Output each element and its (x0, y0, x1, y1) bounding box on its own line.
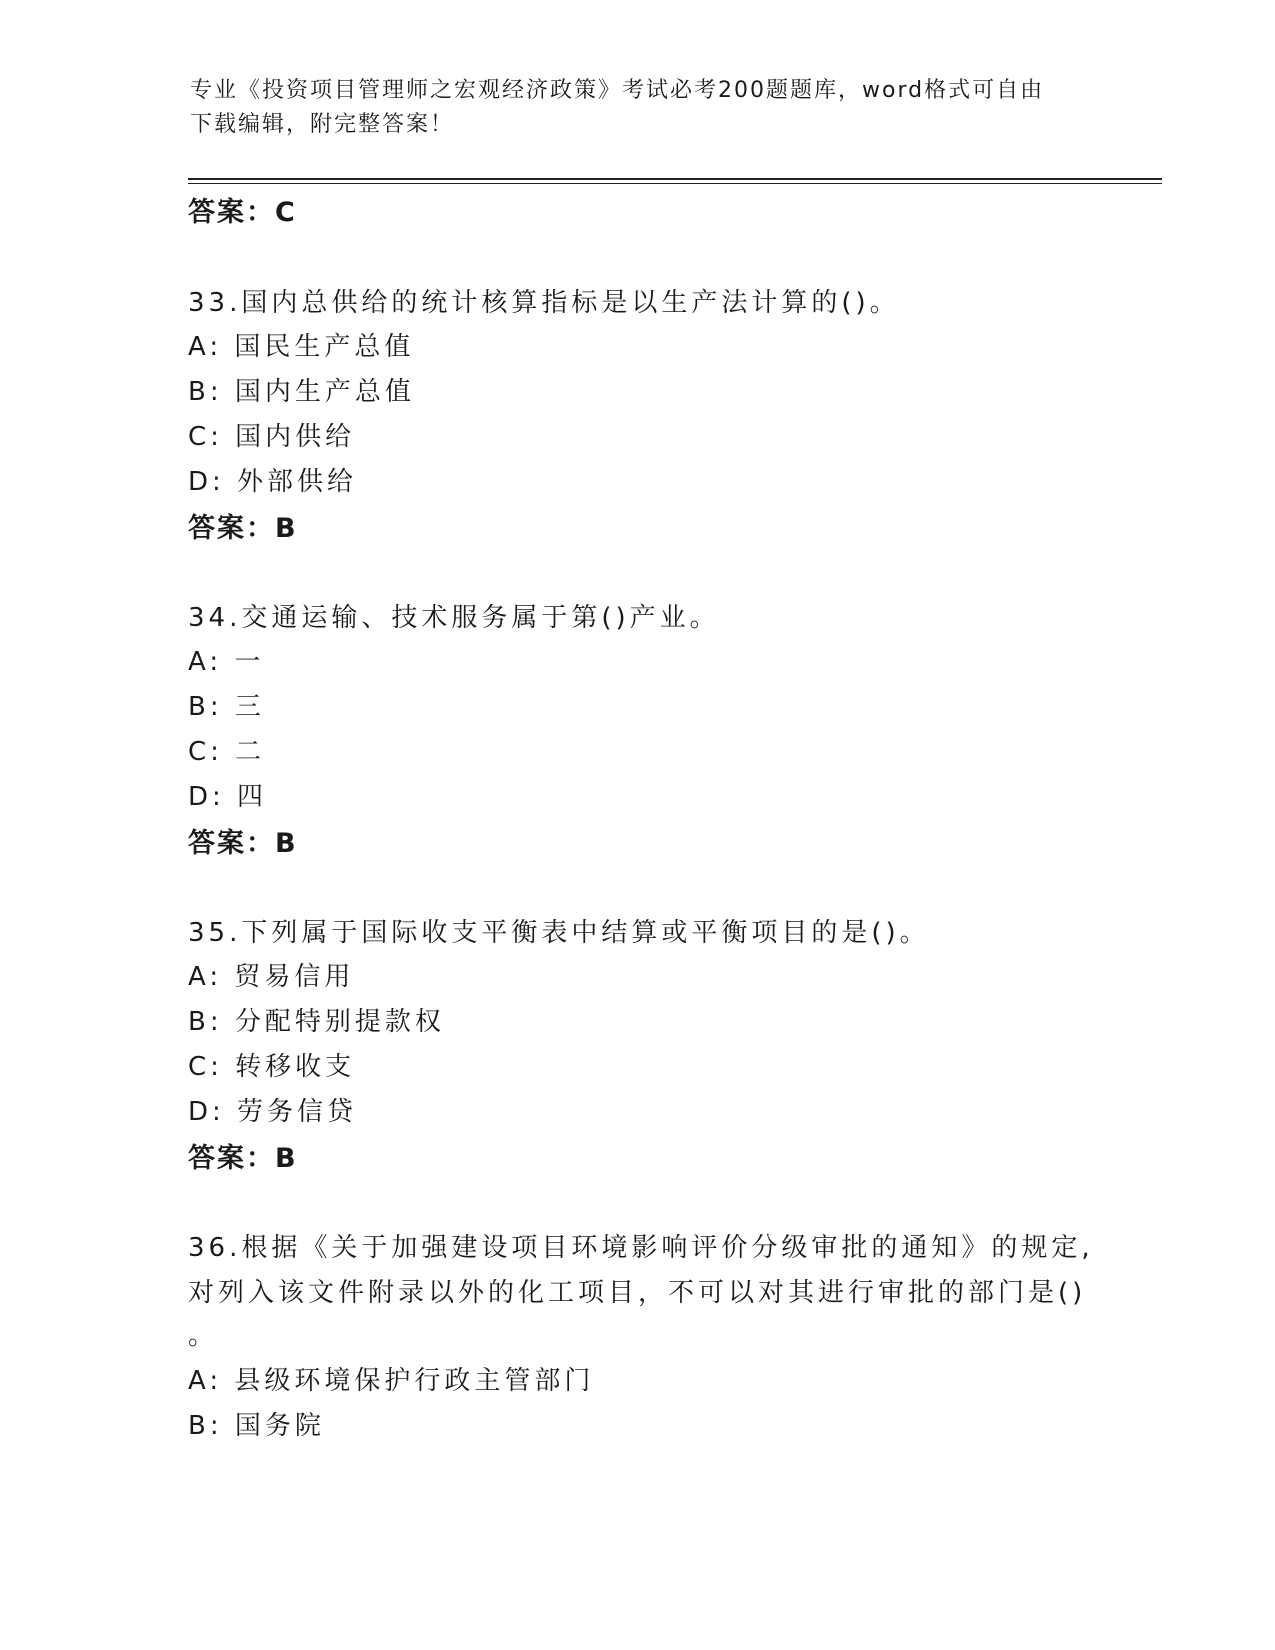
question-33-option-a: A: 国民生产总值 (188, 332, 415, 362)
question-34-option-a: A: 一 (188, 647, 265, 677)
question-34-option-c: C: 二 (188, 737, 266, 767)
question-35-option-d: D: 劳务信贷 (188, 1097, 358, 1127)
header-divider (188, 178, 1162, 184)
question-35-answer: 答案：B (188, 1143, 298, 1174)
header-line-1: 专业《投资项目管理师之宏观经济政策》考试必考200题题库，word格式可自由 (190, 78, 1045, 103)
header-line-2: 下载编辑，附完整答案！ (190, 112, 455, 137)
question-34-option-d: D: 四 (188, 782, 268, 812)
question-34-answer: 答案：B (188, 828, 298, 859)
question-36-stem-line-2: 对列入该文件附录以外的化工项目，不可以对其进行审批的部门是() (188, 1278, 1087, 1308)
question-36-option-a: A: 县级环境保护行政主管部门 (188, 1366, 595, 1396)
question-33-option-b: B: 国内生产总值 (188, 377, 415, 407)
question-33-stem: 33.国内总供给的统计核算指标是以生产法计算的()。 (188, 288, 900, 318)
question-36-stem-line-3: 。 (188, 1321, 219, 1351)
document-header (190, 74, 1090, 142)
question-35-stem: 35.下列属于国际收支平衡表中结算或平衡项目的是()。 (188, 918, 930, 948)
question-36-option-b: B: 国务院 (188, 1411, 325, 1441)
answer-previous: 答案：C (188, 197, 297, 228)
question-36-stem-line-1: 36.根据《关于加强建设项目环境影响评价分级审批的通知》的规定, (188, 1233, 1094, 1263)
question-34-option-b: B: 三 (188, 692, 265, 722)
question-33-answer: 答案：B (188, 513, 298, 544)
question-35-option-a: A: 贸易信用 (188, 962, 355, 992)
question-34-stem: 34.交通运输、技术服务属于第()产业。 (188, 603, 720, 633)
question-33-option-d: D: 外部供给 (188, 467, 358, 497)
question-33-option-c: C: 国内供给 (188, 422, 356, 452)
question-35-option-b: B: 分配特别提款权 (188, 1007, 445, 1037)
question-35-option-c: C: 转移收支 (188, 1052, 356, 1082)
